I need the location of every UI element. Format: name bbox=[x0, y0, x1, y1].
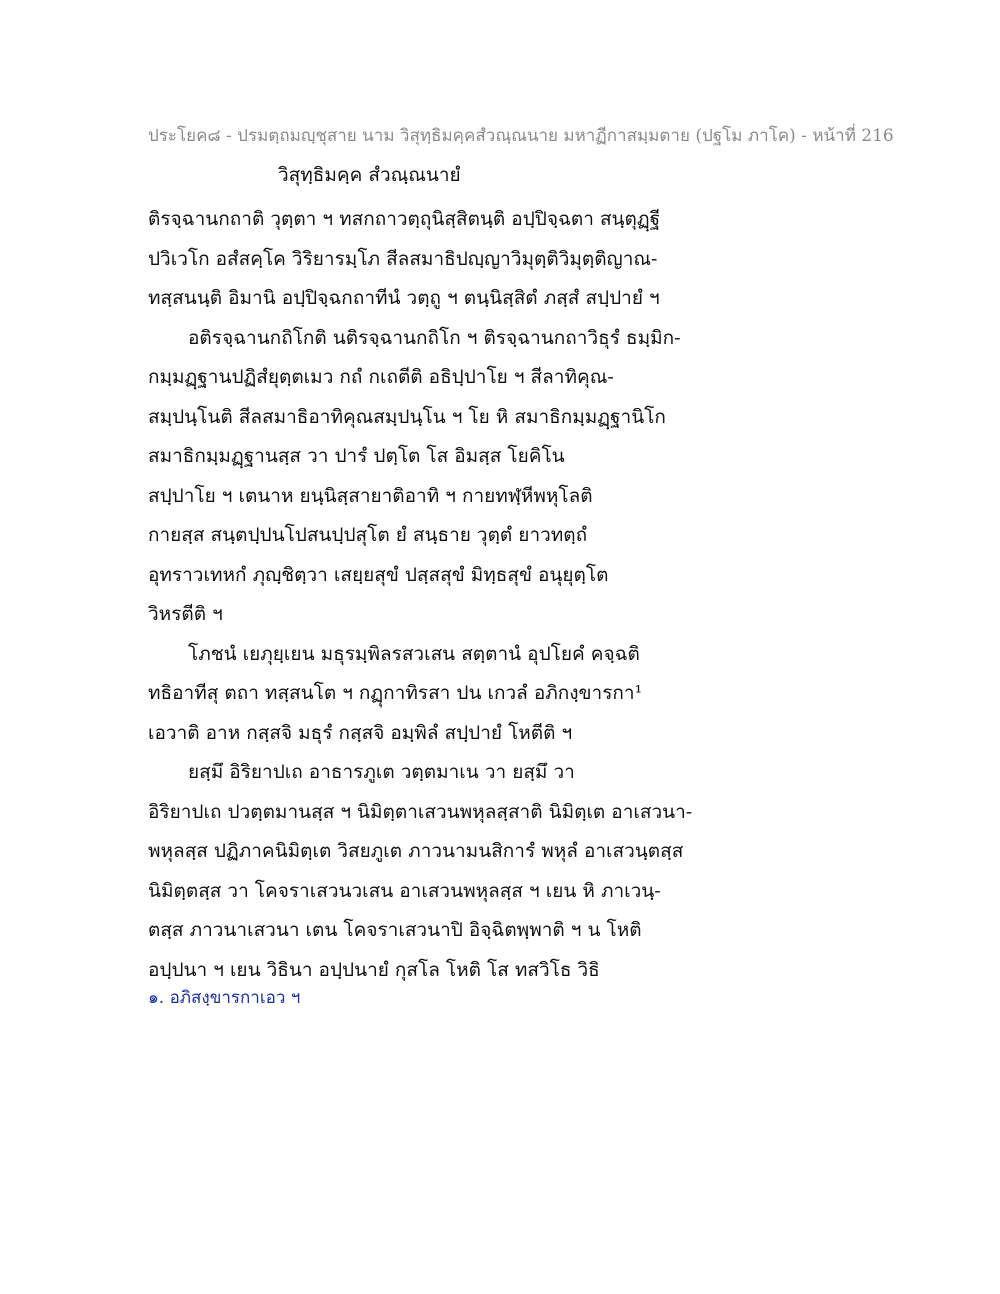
section-title: วิสุทฺธิมคฺค สํวณฺณนายํ bbox=[278, 164, 461, 186]
body-text bbox=[148, 200, 848, 990]
text-line: กายสฺส สนฺตปฺปนโปสนปฺปสุโต ยํ สนฺธาย วุตฺตํ ยาวทตฺถํ bbox=[148, 524, 588, 546]
text-line: อุทราวเทหกํ ภุญฺชิตฺวา เสยฺยสุขํ ปสฺสสุขํ มิทฺธสุขํ อนุยุตฺโต bbox=[148, 563, 609, 586]
text-line: สมฺปนฺโนติ สีลสมาธิอาทิคุณสมฺปนฺโน ฯ โย หิ สมาธิกมฺมฏฺฐานิโก bbox=[148, 405, 666, 428]
text-line: พหุลสฺส ปฏิภาคนิมิตฺเต วิสยภูเต ภาวนามนสิการํ พหุลํ อาเสวนฺตสฺส bbox=[148, 840, 684, 862]
text-line: ทสฺสนนฺติ อิมานิ อปฺปิจฺฉกถาทีนํ วตฺถู ฯ ตนฺนิสฺสิตํ ภสฺสํ สปฺปายํ ฯ bbox=[148, 287, 660, 309]
paragraph-start-line: โภชนํ เยภุยฺเยน มธุรมฺพิลรสวเสน สตฺตานํ อุปโยคํ คจฺฉติ bbox=[188, 642, 640, 665]
text-line: อิริยาปเถ ปวตฺตมานสฺส ฯ นิมิตฺตาเสวนพหุลสฺสาติ นิมิตฺเต อาเสวนา- bbox=[148, 800, 693, 823]
footnote: ๑. อภิสงฺขารกาเอว ฯ bbox=[148, 988, 301, 1008]
paragraph-start-line: ยสฺมึ อิริยาปเถ อาธารภูเต วตฺตมาเน วา ยสฺมึ วา bbox=[188, 761, 575, 783]
text-line: ทธิอาทีสุ ตถา ทสฺสนโต ฯ กฏุกาทิรสา ปน เกวลํ อภิกงฺขารกา¹ bbox=[148, 682, 643, 704]
text-line: ติรจฺฉานกถาติ วุตฺตา ฯ ทสกถาวตฺถุนิสฺสิตนฺติ อปฺปิจฺฉตา สนฺตุฏฺฐี bbox=[148, 208, 661, 230]
text-line: กมฺมฏฺฐานปฏิสํยุตฺตเมว กถํ กเถตีติ อธิปฺปาโย ฯ สีลาทิคุณ- bbox=[148, 366, 614, 388]
paragraph-start-line: อติรจฺฉานกถิโกติ นติรจฺฉานกถิโก ฯ ติรจฺฉานกถาวิธุรํ ธมฺมิก- bbox=[188, 326, 681, 349]
text-line: สปฺปาโย ฯ เตนาห ยนฺนิสฺสายาติอาทิ ฯ กายทฬฺหีพหุโลติ bbox=[148, 484, 593, 507]
text-line: นิมิตฺตสฺส วา โคจราเสวนวเสน อาเสวนพหุลสฺส ฯ เยน หิ ภาเวนฺ- bbox=[148, 879, 661, 902]
text-line: เอวาติ อาห กสฺสจิ มธุรํ กสฺสจิ อมฺพิลํ สปฺปายํ โหตีติ ฯ bbox=[148, 721, 573, 744]
text-line: สมาธิกมฺมฏฺฐานสฺส วา ปารํ ปตฺโต โส อิมสฺส โยคิโน bbox=[148, 445, 565, 467]
text-line: อปฺปนา ฯ เยน วิธินา อปฺปนายํ กุสโล โหติ โส ทสวิโธ วิธิ bbox=[148, 958, 600, 981]
text-line: วิหรตีติ ฯ bbox=[148, 603, 223, 625]
text-line: ปวิเวโก อสํสคฺโค วิริยารมฺโภ สีลสมาธิปญฺญาวิมุตฺติวิมุตฺติญาณ- bbox=[148, 247, 658, 270]
running-header: ประโยค๘ - ปรมตฺถมญฺชุสาย นาม วิสุทฺธิมคฺคสํวณฺณนาย มหาฏีกาสมฺมตาย (ปฐโม ภาโค) - หน้าที่ 216 bbox=[148, 126, 894, 146]
text-line: ตสฺส ภาวนาเสวนา เตน โคจราเสวนาปิ อิจฺฉิตพฺพาติ ฯ น โหติ bbox=[148, 919, 642, 941]
